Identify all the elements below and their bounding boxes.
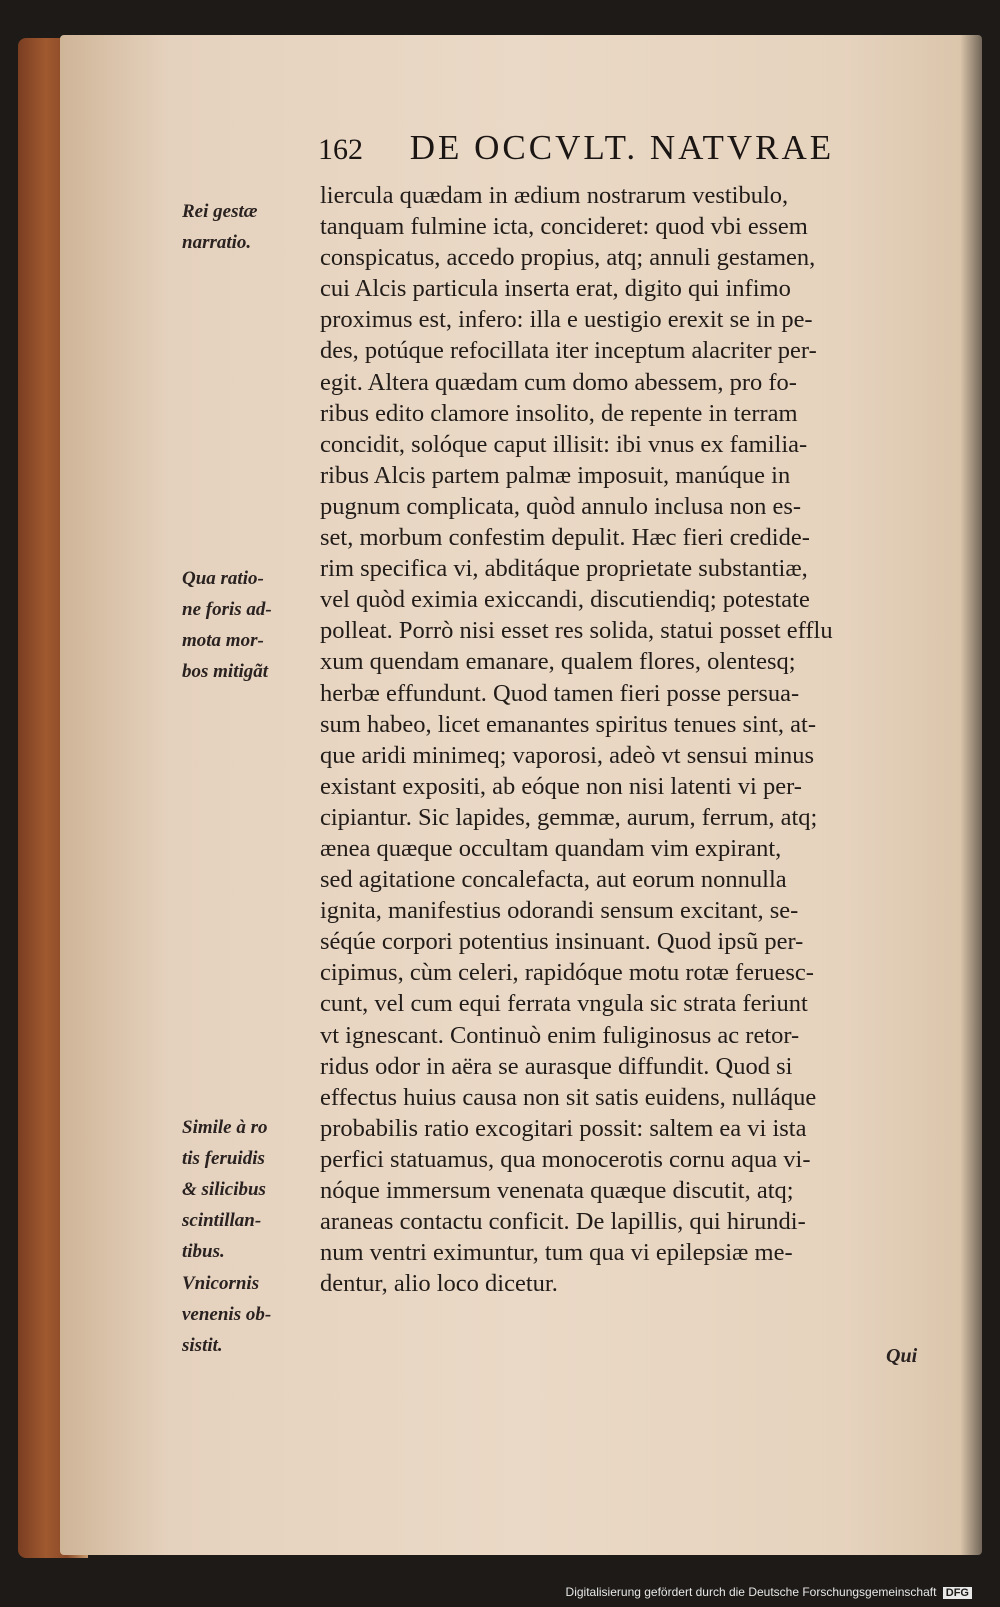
- body-text: [320, 180, 935, 1299]
- running-title: DE OCCVLT. NATVRAE: [409, 128, 835, 167]
- text-line: cui Alcis particula inserta erat, digito qui infimo: [320, 275, 791, 303]
- text-line: sed agitatione concalefacta, aut eorum nonnulla: [320, 866, 787, 894]
- text-line: set, morbum confestim depulit. Hæc fieri credide-: [320, 524, 810, 552]
- text-line: ignita, manifestius odorandi sensum excitant, se-: [320, 897, 799, 925]
- text-line: pugnum complicata, quòd annulo inclusa non es-: [320, 492, 802, 520]
- text-line: conspicatus, accedo propius, atq; annuli gestamen,: [320, 244, 816, 272]
- marginal-line: bos mitigãt: [182, 661, 269, 683]
- dfg-logo: DFG: [943, 1587, 972, 1599]
- text-line: probabilis ratio excogitari possit: saltem ea vi ista: [320, 1114, 807, 1142]
- marginal-line: & silicibus: [182, 1179, 266, 1201]
- text-line: des, potúque refocillata iter inceptum alacriter per-: [320, 337, 817, 365]
- text-line: polleat. Porrò nisi esset res solida, statui posset efflu: [320, 617, 833, 645]
- marginal-line: narratio.: [182, 232, 252, 254]
- text-line: egit. Altera quædam cum domo abessem, pro fo-: [320, 368, 797, 396]
- marginal-line: Vnicornis: [182, 1273, 260, 1294]
- text-line: ribus edito clamore insolito, de repente in terram: [320, 399, 798, 427]
- text-line: ridus odor in aëra se aurasque diffundit. Quod si: [320, 1052, 793, 1080]
- text-line: araneas contactu conficit. De lapillis, qui hirundi-: [320, 1208, 806, 1236]
- digitization-credit: [566, 1585, 972, 1599]
- marginal-line: sistit.: [182, 1335, 223, 1357]
- text-line: concidit, solóque caput illisit: ibi vnus ex familia-: [320, 430, 808, 458]
- text-line: dentur, alio loco dicetur.: [320, 1270, 558, 1298]
- text-line: ænea quæque occultam quandam vim expirant,: [320, 834, 782, 862]
- marginal-line: ne foris ad-: [182, 599, 272, 621]
- page-shadow: [960, 35, 1000, 1555]
- marginal-note-3: [182, 1112, 332, 1267]
- text-line: vel quòd eximia exiccandi, discutiendiq; potestate: [320, 586, 810, 614]
- marginal-line: tis feruidis: [182, 1148, 265, 1170]
- marginal-line: tibus.: [182, 1241, 225, 1263]
- text-line: effectus huius causa non sit satis euidens, nulláque: [320, 1083, 817, 1111]
- text-line: proximus est, infero: illa e uestigio erexit se in pe-: [320, 306, 813, 334]
- catchword: Qui: [886, 1345, 918, 1367]
- page-number: 162: [318, 133, 363, 166]
- page-header: [318, 128, 918, 178]
- marginal-line: Qua ratio-: [182, 568, 264, 589]
- text-line: que aridi minimeq; vaporosi, adeò vt sensui minus: [320, 741, 815, 769]
- text-line: ribus Alcis partem palmæ imposuit, manúque in: [320, 461, 791, 489]
- text-line: herbæ effundunt. Quod tamen fieri posse persua-: [320, 679, 800, 707]
- text-line: xum quendam emanare, qualem flores, olentesq;: [320, 648, 796, 676]
- text-line: cunt, vel cum equi ferrata vngula sic strata feriunt: [320, 990, 808, 1018]
- text-line: liercula quædam in ædium nostrarum vestibulo,: [320, 182, 789, 209]
- text-line: rim specifica vi, abditáque proprietate substantiæ,: [320, 555, 808, 583]
- marginal-line: Rei gestæ: [182, 201, 258, 222]
- marginal-line: venenis ob-: [182, 1304, 272, 1326]
- text-line: existant expositi, ab eóque non nisi latenti vi per-: [320, 772, 802, 800]
- text-line: séqúe corpori potentius insinuant. Quod ipsũ per-: [320, 928, 804, 956]
- credit-text: Digitalisierung gefördert durch die Deutsche Forschungsgemeinschaft: [565, 1585, 937, 1599]
- text-line: cipimus, cùm celeri, rapidóque motu rotæ feruesc-: [320, 959, 814, 987]
- marginal-line: scintillan-: [182, 1210, 262, 1232]
- marginal-line: Simile à ro: [182, 1117, 268, 1138]
- marginal-note-4: [182, 1268, 332, 1361]
- text-line: tanquam fulmine icta, concideret: quod vbi essem: [320, 213, 808, 241]
- text-line: perfici statuamus, qua monocerotis cornu aqua vi-: [320, 1145, 811, 1173]
- text-line: sum habeo, licet emanantes spiritus tenues sint, at-: [320, 710, 817, 738]
- marginal-line: mota mor-: [182, 630, 264, 652]
- text-line: nóque immersum venenata quæque discutit, atq;: [320, 1177, 794, 1204]
- text-line: vt ignescant. Continuò enim fuliginosus ac retor-: [320, 1021, 800, 1049]
- marginal-note-2: [182, 563, 332, 687]
- text-line: num ventri eximuntur, tum qua vi epilepsiæ me-: [320, 1239, 793, 1267]
- marginal-note-1: [182, 196, 332, 258]
- text-line: cipiantur. Sic lapides, gemmæ, aurum, ferrum, atq;: [320, 803, 818, 831]
